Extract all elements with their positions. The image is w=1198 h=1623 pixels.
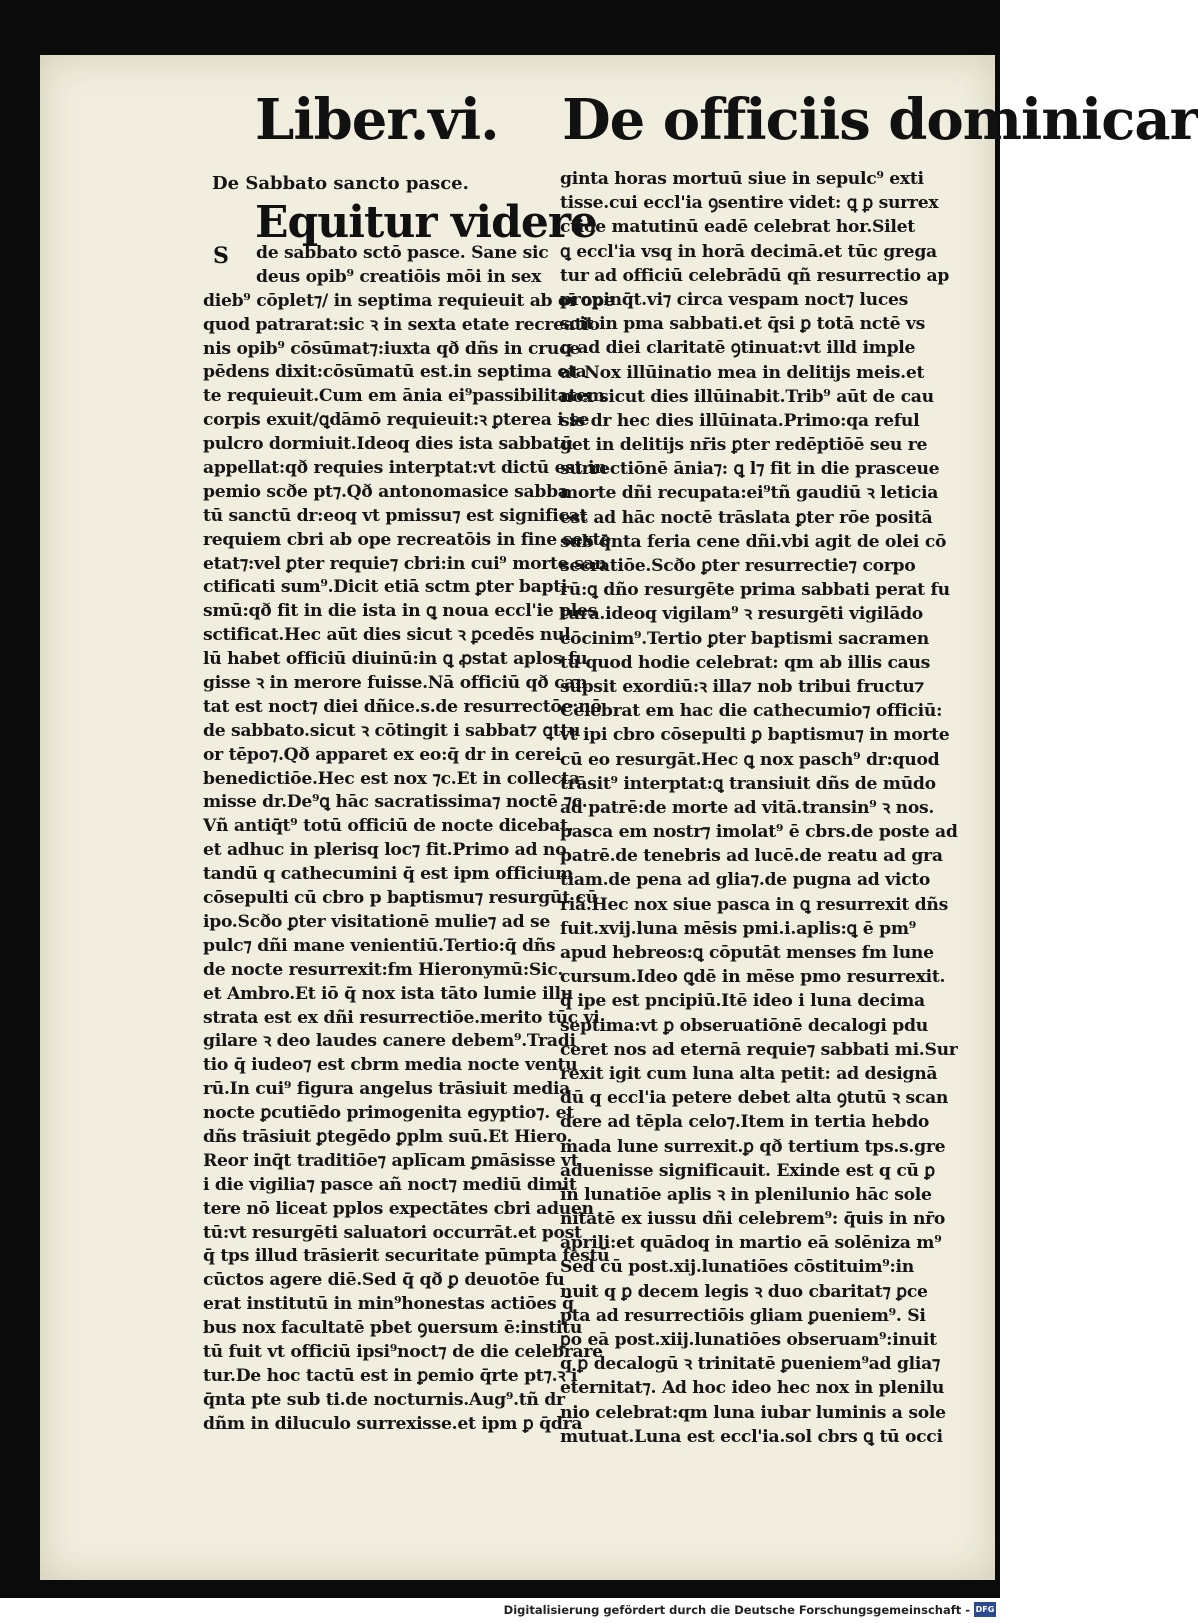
text-line: mutuat.Luna est eccl'ia.sol cbrs ꝗ tū occi	[560, 1426, 943, 1447]
text-line: scit in pma sabbati.et q̄si ꝑ totā nctē vs	[560, 314, 925, 335]
text-line: vt ipi cbro cōsepulti ꝑ baptismu⁊ in morte	[560, 725, 950, 746]
text-line: apud hebreos:ꝗ cōputāt menses fm lune	[560, 943, 934, 963]
text-line: get in delitijs nr̄is ꝑter redēptiōē seu re	[560, 435, 928, 456]
text-line: tura.ideoq̧ vigilam⁹ ꝛ resurgēti vigilādo	[560, 604, 923, 625]
text-line: deus opib⁹ creatiōis mōi in sex	[256, 266, 542, 287]
text-line: riā.Hec nox siue pasca in ꝗ resurrexit dñs	[560, 894, 948, 915]
text-line: requiem cbri ab ope recreatōis in fine sexte	[203, 529, 611, 550]
text-line: q̧ ad diei claritatē ꝯtinuat:vt illd imple	[560, 338, 916, 359]
text-line: surrectiōnē ānia⁊: ꝗ l⁊ fit in die prasceue	[560, 459, 940, 480]
text-line: pasca em nostr⁊ imolat⁹ ē cbrs.de poste ad	[560, 822, 958, 843]
left-column-text	[203, 242, 615, 1437]
text-line: de nocte resurrexit:fm Hieronymū:Sic.	[203, 959, 564, 980]
text-line: rū:ꝗ dño resurgēte prima sabbati perat fu	[560, 580, 950, 601]
text-line: ctificati sum⁹.Dicit etiā sctm ꝑter bapti	[203, 577, 568, 598]
text-line: at Nox illūinatio mea in delitijs meis.et	[560, 362, 925, 383]
text-line: dñm in diluculo surrexisse.et ipm ꝑ q̄dra	[203, 1413, 583, 1434]
text-line: tiam.de pena ad glia⁊.de pugna ad victo	[560, 870, 931, 891]
text-line: sub q̄nta feria cene dñi.vbi agit de olei cō	[560, 531, 947, 552]
text-line: tere nō liceat pplos expectātes cbri aduen	[203, 1198, 594, 1219]
text-line: ꝗ eccl'ia vsq̧ in horā decimā.et tūc grega	[560, 241, 937, 262]
text-line: pemio scðe pt⁊.Qð antonomasice sabba	[203, 481, 569, 502]
text-line: cōsepulti cū cbro p baptismu⁊ resurgūt cū	[203, 888, 598, 909]
text-line: tat est noct⁊ diei dñice.s.de resurrectōe:nō	[203, 696, 602, 717]
text-line: ad patrē:de morte ad vitā.transin⁹ ꝛ nos.	[560, 797, 935, 818]
text-line: dere ad tēpla celo⁊.Item in tertia hebdo	[560, 1112, 930, 1133]
text-line: appellat:qð requies interptat:vt dictū est in	[203, 458, 607, 479]
text-line: propinq̄t.vi⁊ circa vespam noct⁊ luces	[560, 289, 909, 310]
text-line: strata est ex dñi resurrectiōe.merito tūc vi	[203, 1007, 600, 1028]
text-line: q̄nta pte sub ti.de nocturnis.Aug⁹.tñ dr	[203, 1389, 565, 1410]
text-line: cū eo resurgāt.Hec ꝗ nox pasch⁹ dr:quod	[560, 749, 940, 770]
text-line: septima:vt ꝑ obseruatiōnē decalogi pdu	[560, 1015, 928, 1036]
text-line: nitatē ex iussu dñi celebrem⁹: q̄uis in nr̄o	[560, 1209, 946, 1230]
text-line: q̄ tps illud trāsierit securitate pūmpta festū	[203, 1246, 610, 1267]
text-line: morte dñi recupata:ei⁹tñ gaudiū ꝛ leticia	[560, 483, 939, 504]
text-line: sis dr hec dies illūinata.Primo:qa reful	[560, 410, 920, 431]
text-line: pēdens dixit:cōsūmatū est.in septima eta	[203, 362, 587, 383]
text-line: misse dr.De⁹ꝗ hāc sacratissima⁊ noctē ⁊c.	[203, 792, 588, 813]
text-line: Celebrat em hac die cathecumio⁊ officiū:	[560, 701, 943, 722]
text-line: eternitat⁊. Ad hoc ideo hec nox in plenilu	[560, 1378, 945, 1399]
text-line: mada lune surrexit.ꝑ qð tertium tps.s.gre	[560, 1136, 946, 1157]
text-line: ipo.Scðo ꝑter visitationē mulie⁊ ad se	[203, 911, 551, 932]
text-line: tio q̄ iudeo⁊ est cbrm media nocte ventu	[203, 1055, 578, 1076]
text-line: patrē.de tenebris ad lucē.de reatu ad gra	[560, 846, 943, 867]
text-line: cōcinim⁹.Tertio ꝑter baptismi sacramen	[560, 628, 929, 649]
book-page	[40, 55, 1198, 1580]
running-head-book: Liber.vi.	[255, 87, 499, 153]
running-head-title: De officiis dominicar	[562, 87, 1198, 153]
text-line: in lunatiōe aplis ꝛ in plenilunio hāc sole	[560, 1184, 932, 1205]
running-head	[255, 87, 1198, 157]
incipit: Equitur videre	[255, 197, 598, 248]
text-line: tū fuit vt officiū ipsi⁹noct⁊ de die celebrare	[203, 1341, 603, 1362]
text-line: erat institutū in min⁹honestas actiōes q̄	[203, 1294, 574, 1315]
text-line: corpis exuit/ꝗdāmō requieuit:ꝛ ꝑterea i se	[203, 410, 590, 431]
text-line: pta ad resurrectiōis gliam ꝑueniem⁹. Si	[560, 1305, 926, 1326]
text-line: ꝑo eā post.xiij.lunatiōes obseruam⁹:inuit	[560, 1330, 937, 1350]
text-line: ceret nos ad eternā requie⁊ sabbati mi.Sur	[560, 1039, 958, 1060]
text-line: aprili:et quādoq̧ in martio eā solēniza m⁹	[560, 1233, 942, 1254]
text-line: tū:vt resurgēti saluatori occurrāt.et post	[203, 1222, 582, 1243]
text-line: ginta horas mortuū siue in sepulc⁹ exti	[560, 169, 924, 189]
text-line: te requieuit.Cum em ānia ei⁹passibilitatem	[203, 386, 605, 407]
text-line: or tēpo⁊.Qð apparet ex eo:q̄ dr in cerei	[203, 744, 562, 765]
text-line: nuit q̧ ꝑ decem legis ꝛ duo cbaritat⁊ ꝑce	[560, 1281, 928, 1302]
text-line: dñs trāsiuit ꝑtegēdo ꝑplm suū.Et Hiero.	[203, 1126, 573, 1147]
text-line: de sabbato sctō pasce. Sane sic	[256, 243, 549, 263]
text-line: trāsit⁹ interptat:ꝗ transiuit dñs de mūdo	[560, 773, 936, 794]
text-line: gisse ꝛ in merore fuisse.Nā officiū qð can	[203, 673, 588, 694]
text-line: tū sanctū dr:eoq̧ vt pmissu⁊ est significat	[203, 505, 588, 526]
text-line: Reor inq̄t traditiōe⁊ aplīcam ꝑmāsisse vt	[203, 1150, 579, 1171]
text-line: aduenisse significauit. Exinde est q̧ cū ꝑ	[560, 1160, 935, 1181]
text-line: nis opib⁹ cōsūmat⁊:iuxta qð dñs in cruce	[203, 338, 580, 359]
text-line: cursum.Ideo ꝗdē in mēse pmo resurrexit.	[560, 967, 946, 988]
right-column-text	[560, 167, 980, 1449]
text-line: q̧ ꝑ decalogū ꝛ trinitatē ꝑueniem⁹ad glia⁊	[560, 1354, 941, 1375]
text-line: bus nox facultatē pbet ꝯuersum ē:institu	[203, 1318, 583, 1339]
section-title: De Sabbato sancto pasce.	[212, 173, 469, 194]
text-line: fuit.xvij.luna mēsis pmi.i.aplis:ꝗ ē pm⁹	[560, 918, 916, 939]
text-line: q̄ ipe est pncipiū.Itē ideo i luna decima	[560, 991, 925, 1012]
dfg-logo: DFG	[974, 1602, 996, 1617]
text-line: de sabbato.sicut ꝛ cōtingit i sabbat⁊ ꝗttu	[203, 720, 581, 741]
text-line: etat⁊:vel ꝑter requie⁊ cbri:in cui⁹ morte san	[203, 553, 607, 574]
text-line: dieb⁹ cōplet⁊/ in septima requieuit ab oī ope	[203, 290, 615, 311]
text-line: dū q̧ eccl'ia petere debet alta ꝯtutū ꝛ scan	[560, 1088, 949, 1109]
text-line: benedictiōe.Hec est nox ⁊c.Et in collecta	[203, 768, 580, 789]
text-line: tandū q̧ cathecumini q̄ est ipm officium	[203, 864, 574, 885]
text-line: et adhuc in plerisq̧ loc⁊ fit.Primo ad no	[203, 840, 567, 861]
text-line: nox sicut dies illūinabit.Trib⁹ aūt de cau	[560, 386, 934, 407]
text-line: gilare ꝛ deo laudes canere debem⁹.Tradi	[203, 1031, 576, 1052]
text-line: tur.De hoc tactū est in ꝑemio q̄rte pt⁊.ꝛ i	[203, 1365, 578, 1386]
text-line: quod patrarat:sic ꝛ in sexta etate recreatio	[203, 314, 600, 335]
text-line: pulc⁊ dñi mane venientiū.Tertio:q̄ dñs	[203, 935, 556, 956]
text-line: rū.In cui⁹ figura angelus trāsiuit media	[203, 1079, 571, 1100]
text-line: nio celebrat:qm luna iubar luminis a sole	[560, 1402, 946, 1423]
text-line: tisse.cui eccl'ia ꝯsentire videt: ꝗ ꝑ surrex	[560, 193, 939, 214]
text-line: cūctos agere diē.Sed q̄ qð ꝑ deuotōe fu	[203, 1270, 565, 1291]
text-line: pulcro dormiuit.Ideoq̧ dies ista sabbatū	[203, 434, 573, 455]
text-line: rexit igit cum luna alta petit: ad designā	[560, 1063, 938, 1084]
text-line: nocte ꝑcutiēdo primogenita egyptio⁊. et	[203, 1103, 574, 1124]
text-line: sctificat.Hec aūt dies sicut ꝛ ꝑcedēs nul	[203, 625, 571, 646]
text-line: i die vigilia⁊ pasce añ noct⁊ mediū dimit	[203, 1174, 577, 1195]
initial-letter: S	[213, 243, 229, 269]
text-line: lū habet officiū diuinū:in ꝗ ꝓstat aplos fu	[203, 649, 588, 670]
text-line: sūpsit exordiū:ꝛ illa⁊ nob tribui fructu⁊	[560, 676, 924, 697]
text-line: tur ad officiū celebrādū qñ resurrectio ap	[560, 265, 950, 286]
text-line: secratiōe.Scðo ꝑter resurrectie⁊ corpo	[560, 556, 916, 576]
footer-bar	[0, 1598, 1000, 1623]
text-line: est ad hāc noctē trāslata ꝑter rōe positā	[560, 507, 933, 528]
text-line: smū:qð fit in die ista in ꝗ noua eccl'ie ples	[203, 601, 597, 622]
text-line: et Ambro.Et iō q̄ nox ista tāto lumie illu	[203, 983, 573, 1004]
text-line: Sed cū post.xij.lunatiōes cōstituim⁹:in	[560, 1257, 914, 1278]
text-line: tū quod hodie celebrat: qm ab illis caus	[560, 652, 931, 673]
text-line: Vñ antiq̄t⁹ totū officiū de nocte dicebat.	[203, 816, 574, 837]
digitization-credit: Digitalisierung gefördert durch die Deutsche Forschungsgemeinschaft -	[503, 1603, 970, 1617]
text-line: ctiōe matutinū eadē celebrat hor.Silet	[560, 217, 915, 238]
